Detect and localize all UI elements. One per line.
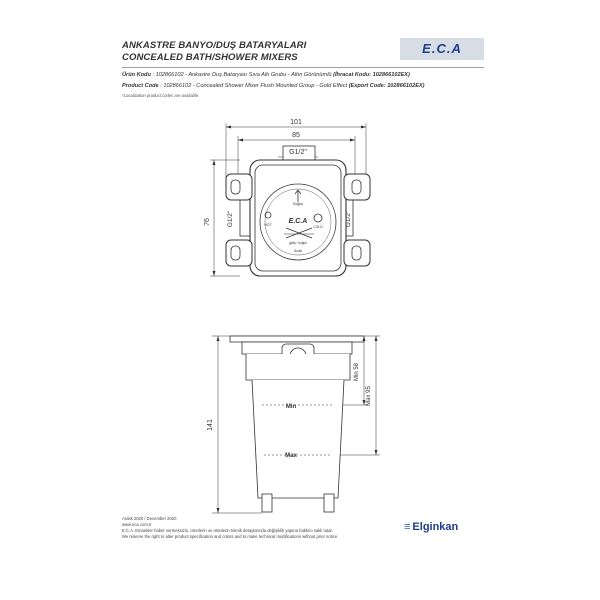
label-sicak: Sıcak [294,249,302,253]
dim-85: 85 [292,132,300,139]
elginkan-mark-icon: ≡ [404,521,411,533]
title-turkish: ANKASTRE BANYO/DUŞ BATARYALARI [122,40,307,51]
footer-disclaimer-en: We reserve the right to alter product specification and colors and to make technical modifications without prior notice. [122,534,339,539]
dim-g12-right: G1/2" [345,210,352,228]
dim-min58: Min 58 [354,362,360,382]
product-code-en-export: (Export Code: 102866102EX) [348,83,425,89]
dim-141: 141 [207,419,214,431]
label-max: Max [285,453,297,459]
footer-website: www.eca.com.tr [122,522,152,527]
product-code-tr-label: Ürün Kodu [122,72,151,78]
label-hot: HOT [264,223,272,227]
product-code-en-text: : 102866102 - Concealed Shower Mixer Flush Mounted Group - Gold Effect [158,83,349,89]
elginkan-text: Elginkan [412,521,459,533]
side-view [212,336,380,513]
dim-76: 76 [204,218,211,226]
product-code-tr-export: (İhracat Kodu: 102866102EX) [333,72,410,78]
dim-g12-left: G1/2" [227,210,234,228]
dim-g12-top: G1/2" [289,149,307,156]
product-code-tr-text: : 102866102 - Ankastre Duş Bataryası Sıva Altı Grubu - Altın Görünümlü [150,72,334,78]
label-brand: E.C.A [288,218,308,225]
title-english: CONCEALED BATH/SHOWER MIXERS [122,52,298,63]
elginkan-logo [404,521,458,533]
footer-disclaimer-tr: E.C.A. Emaekler haber vermeksizin, ürünlerin ve ürünlerin teknik detaylarında değişiklik yapma hakkını saklı tutar. [122,528,333,533]
footer-date: Aralık 2020 / December 2020 [122,516,177,521]
localization-note: *Localization product codes are available. [122,93,200,98]
label-min: Min [285,404,297,410]
dim-max95: Max 95 [366,386,372,406]
dim-101: 101 [290,119,302,126]
label-arrow: gidiş / soğuk [289,241,307,245]
top-view [210,123,370,276]
label-cold: COLD [313,225,323,229]
label-soguk: Soğuk [292,202,304,206]
product-code-en-label: Product Code [122,83,159,89]
logo-text: E.C.A [422,41,462,56]
